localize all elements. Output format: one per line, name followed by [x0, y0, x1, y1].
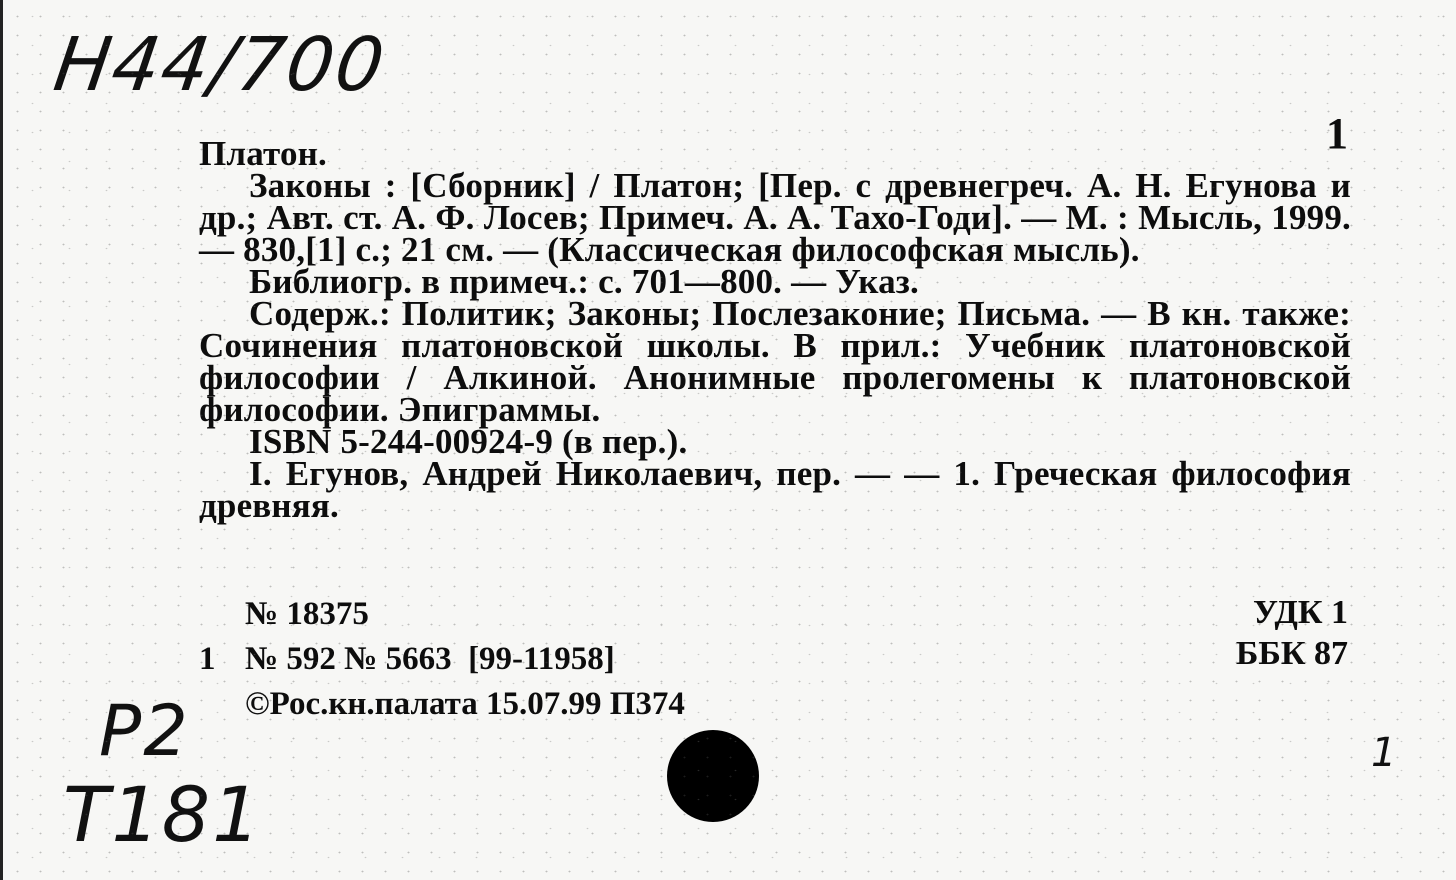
- card-number: 1: [1326, 109, 1348, 158]
- record-body: [199, 134, 1351, 525]
- footer-registration: [199, 592, 685, 727]
- footer-line-num: [199, 592, 245, 637]
- footer-line-num: 1: [199, 641, 216, 677]
- isbn: ISBN 5-244-00924-9 (в пер.).: [249, 422, 688, 461]
- footer-line-num: [199, 682, 245, 727]
- bibliography-note: Библиогр. в примеч.: с. 701—800. — Указ.: [249, 262, 919, 301]
- handwritten-mark-r2: Р2: [99, 690, 190, 772]
- footer-line: [199, 682, 685, 727]
- tracings: I. Егунов, Андрей Николаевич, пер. — — 1. Греческая философия древняя.: [199, 454, 1351, 525]
- footer-line: [199, 592, 685, 637]
- udk-code: УДК 1: [1252, 594, 1348, 631]
- bbk-code: ББК 87: [1235, 635, 1348, 672]
- footer-line-text: № 592 № 5663 [99-11958]: [245, 641, 615, 677]
- author-heading: Платон.: [199, 134, 328, 173]
- handwritten-mark-t181: Т181: [63, 770, 263, 859]
- footer-line-text: № 18375: [245, 596, 369, 632]
- punch-hole: [667, 730, 759, 822]
- handwritten-shelf-mark: Н44/700: [48, 22, 392, 108]
- title-block: Законы : [Сборник] / Платон; [Пер. с древнегреч. А. Н. Егунова и др.; Авт. ст. А. Ф. Лосев; Примеч. А. А. Тахо-Годи]. — М. : Мысль, 1999. — 830,[1] с.; 21 см. — (Классическая философская мысль).: [199, 166, 1351, 269]
- classification: [1236, 592, 1348, 674]
- handwritten-mark-1: 1: [1371, 730, 1399, 776]
- footer-line-text: ©Рос.кн.палата 15.07.99 П374: [245, 686, 685, 722]
- footer-line: [199, 637, 685, 682]
- contents-note: Содерж.: Политик; Законы; Послезаконие; Письма. — В кн. также: Сочинения платоновской школы. В прил.: Учебник платоновской философии / Алкиной. Анонимные пролегомены к платоновской философии. Эпиграммы.: [199, 294, 1351, 429]
